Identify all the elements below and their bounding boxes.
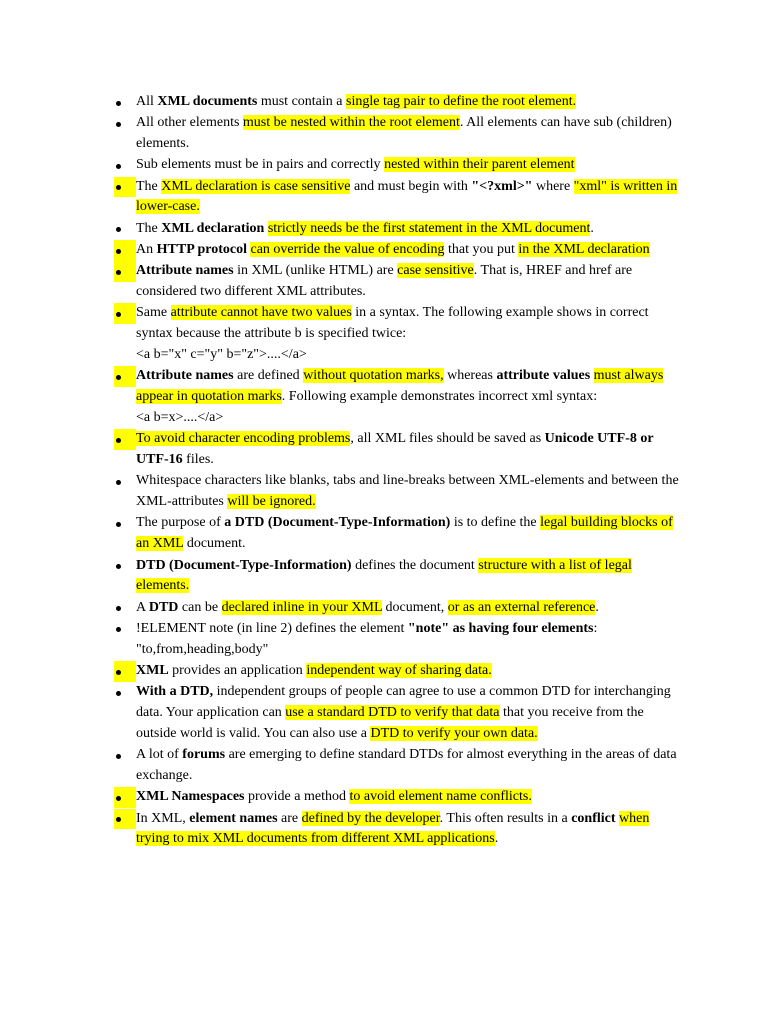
list-item (114, 598, 680, 619)
bold-text: "<?xml>" (471, 178, 533, 194)
text-run: In XML, (136, 810, 190, 826)
highlighted-text: in the XML declaration (518, 242, 650, 258)
text-run: . Following example demonstrates incorrect xml syntax: (281, 389, 598, 405)
bullet-icon (114, 113, 136, 134)
text-run: , all XML files should be saved as (350, 431, 545, 447)
highlighted-text: must be nested within the root element (242, 115, 460, 131)
list-item (114, 471, 680, 513)
text-run: The (136, 220, 162, 236)
highlighted-text: nested within their parent element (384, 157, 575, 173)
text-run: can be (178, 599, 222, 615)
text-run: . This often results in a (439, 810, 572, 826)
text-run: <a b="x" c="y" b="z">....</a> (136, 347, 307, 363)
text-run: must contain a (257, 94, 346, 109)
text-run: Whitespace characters like blanks, tabs and line-breaks between XML-elements and between the XML-attributes (136, 473, 679, 510)
text-run: are (277, 810, 302, 826)
bold-text: "note" as having four elements (407, 620, 594, 636)
list-item (114, 177, 680, 219)
text-run: . (494, 831, 499, 847)
bold-text: DTD (Document-Type-Information) (136, 557, 352, 573)
text-run: All other elements (136, 115, 243, 131)
text-run: The purpose of (136, 515, 225, 531)
bullet-icon (114, 303, 136, 324)
bold-text: XML Namespaces (136, 789, 245, 805)
bullet-icon (114, 240, 136, 261)
text-run: . That is, HREF and href are considered two different XML attributes. (136, 263, 633, 300)
bullet-icon (114, 177, 136, 198)
list-item (114, 661, 680, 682)
list-item (114, 682, 680, 744)
bullet-icon (114, 513, 136, 534)
bold-text: element names (189, 810, 278, 826)
bold-text: DTD (148, 599, 179, 615)
highlighted-text: without quotation marks, (303, 368, 444, 384)
text-run: defines the document (351, 557, 479, 573)
highlighted-text: attribute cannot have two values (170, 305, 352, 321)
text-run: "to,from,heading,body" (136, 641, 269, 657)
text-run: files. (182, 452, 214, 468)
bold-text: attribute values (496, 368, 591, 384)
bold-text: a DTD (Document-Type-Information) (224, 515, 451, 531)
highlighted-text: or as an external reference (447, 599, 596, 615)
bold-text: Attribute names (136, 263, 234, 279)
text-run: A (136, 599, 149, 615)
text-run: Sub elements must be in pairs and correctly (136, 157, 385, 173)
bold-text: XML (136, 663, 169, 679)
bold-text: UTF-16 (136, 452, 183, 468)
highlighted-text: strictly needs be the first statement in the XML document (267, 220, 591, 236)
bullet-icon (114, 661, 136, 682)
list-item (114, 303, 680, 365)
bold-text: HTTP protocol (156, 242, 247, 258)
text-run: that you receive from the outside world is valid. You can also use a (136, 705, 644, 741)
list-item (114, 513, 680, 555)
list-item (114, 261, 680, 303)
text-run: provide a method (244, 789, 350, 805)
text-run: : (593, 620, 598, 636)
highlighted-text: legal building blocks of an XML (136, 515, 673, 552)
highlighted-text: will be ignored. (227, 494, 316, 510)
text-run: An (136, 242, 157, 258)
text-run: that you put (444, 242, 519, 258)
highlighted-text: use a standard DTD to verify that data (285, 705, 500, 721)
text-run: . All elements can have sub (children) elements. (136, 115, 672, 152)
list-item (114, 619, 680, 661)
bold-text: Unicode UTF-8 or (544, 431, 654, 447)
highlighted-text: single tag pair to define the root element. (346, 94, 577, 109)
text-run: and must begin with (350, 178, 472, 194)
highlighted-text: case sensitive (397, 263, 474, 279)
text-run: are emerging to define standard DTDs for almost everything in the areas of data exchange. (136, 747, 677, 783)
text-run: in XML (unlike HTML) are (233, 263, 398, 279)
text-run: document. (183, 536, 246, 552)
list-item (114, 240, 680, 261)
bullet-icon (114, 155, 136, 176)
text-run: !ELEMENT note (in line 2) defines the element (136, 620, 408, 636)
list-item (114, 155, 680, 176)
highlighted-text: XML declaration is case sensitive (161, 178, 351, 194)
highlighted-text: DTD to verify your own data. (370, 725, 538, 741)
bullet-icon (114, 471, 136, 492)
bold-text: Attribute names (136, 368, 234, 384)
highlighted-text: when trying to mix XML documents from different XML applications (136, 810, 650, 847)
bullet-icon (114, 787, 136, 808)
bullet-icon (114, 556, 136, 577)
text-run: provides an application (168, 663, 307, 679)
bold-text: forums (182, 747, 226, 763)
bullet-icon (114, 598, 136, 619)
text-run: are defined (233, 368, 304, 384)
text-run: whereas (443, 368, 497, 384)
bullet-icon (114, 682, 136, 703)
bullet-list (114, 92, 680, 851)
bullet-icon (114, 261, 136, 282)
highlighted-text: to avoid element name conflicts. (349, 789, 532, 805)
highlighted-text: "xml" is written in lower-case. (136, 178, 678, 215)
text-run: Same (136, 305, 171, 321)
bullet-icon (114, 366, 136, 387)
text-run: A lot of (136, 747, 183, 763)
bold-text: XML documents (157, 94, 258, 109)
list-item (114, 219, 680, 240)
bullet-icon (114, 92, 136, 113)
text-run: in a syntax. The following example shows in correct syntax because the attribute b is specified twice: (136, 305, 649, 342)
bullet-icon (114, 809, 136, 830)
highlighted-text: declared inline in your XML (221, 599, 382, 615)
list-item (114, 113, 680, 155)
highlighted-text: To avoid character encoding problems (136, 431, 351, 447)
bullet-icon (114, 745, 136, 766)
bullet-icon (114, 219, 136, 240)
list-item (114, 745, 680, 787)
bold-text: conflict (571, 810, 616, 826)
bold-text: With a DTD, (136, 684, 214, 700)
text-run: document, (382, 599, 448, 615)
text-run: The (136, 178, 162, 194)
text-run: . (590, 220, 594, 236)
text-run: is to define the (450, 515, 541, 531)
text-run: <a b=x>....</a> (136, 409, 224, 425)
bullet-icon (114, 429, 136, 450)
highlighted-text: defined by the developer (301, 810, 440, 826)
bold-text: XML declaration (161, 220, 265, 236)
list-item (114, 92, 680, 113)
text-run: where (532, 178, 574, 194)
list-item (114, 556, 680, 598)
list-item (114, 809, 680, 851)
text-run: All (136, 94, 158, 109)
text-run: . (595, 599, 599, 615)
list-item (114, 429, 680, 471)
highlighted-text: structure with a list of legal elements. (136, 557, 632, 594)
highlighted-text: must always appear in quotation marks (136, 368, 664, 405)
text-run: independent groups of people can agree to use a common DTD for interchanging data. Your application can (136, 684, 671, 721)
list-item (114, 366, 680, 428)
bullet-icon (114, 619, 136, 640)
highlighted-text: independent way of sharing data. (306, 663, 492, 679)
list-item (114, 787, 680, 808)
highlighted-text: can override the value of encoding (250, 242, 445, 258)
